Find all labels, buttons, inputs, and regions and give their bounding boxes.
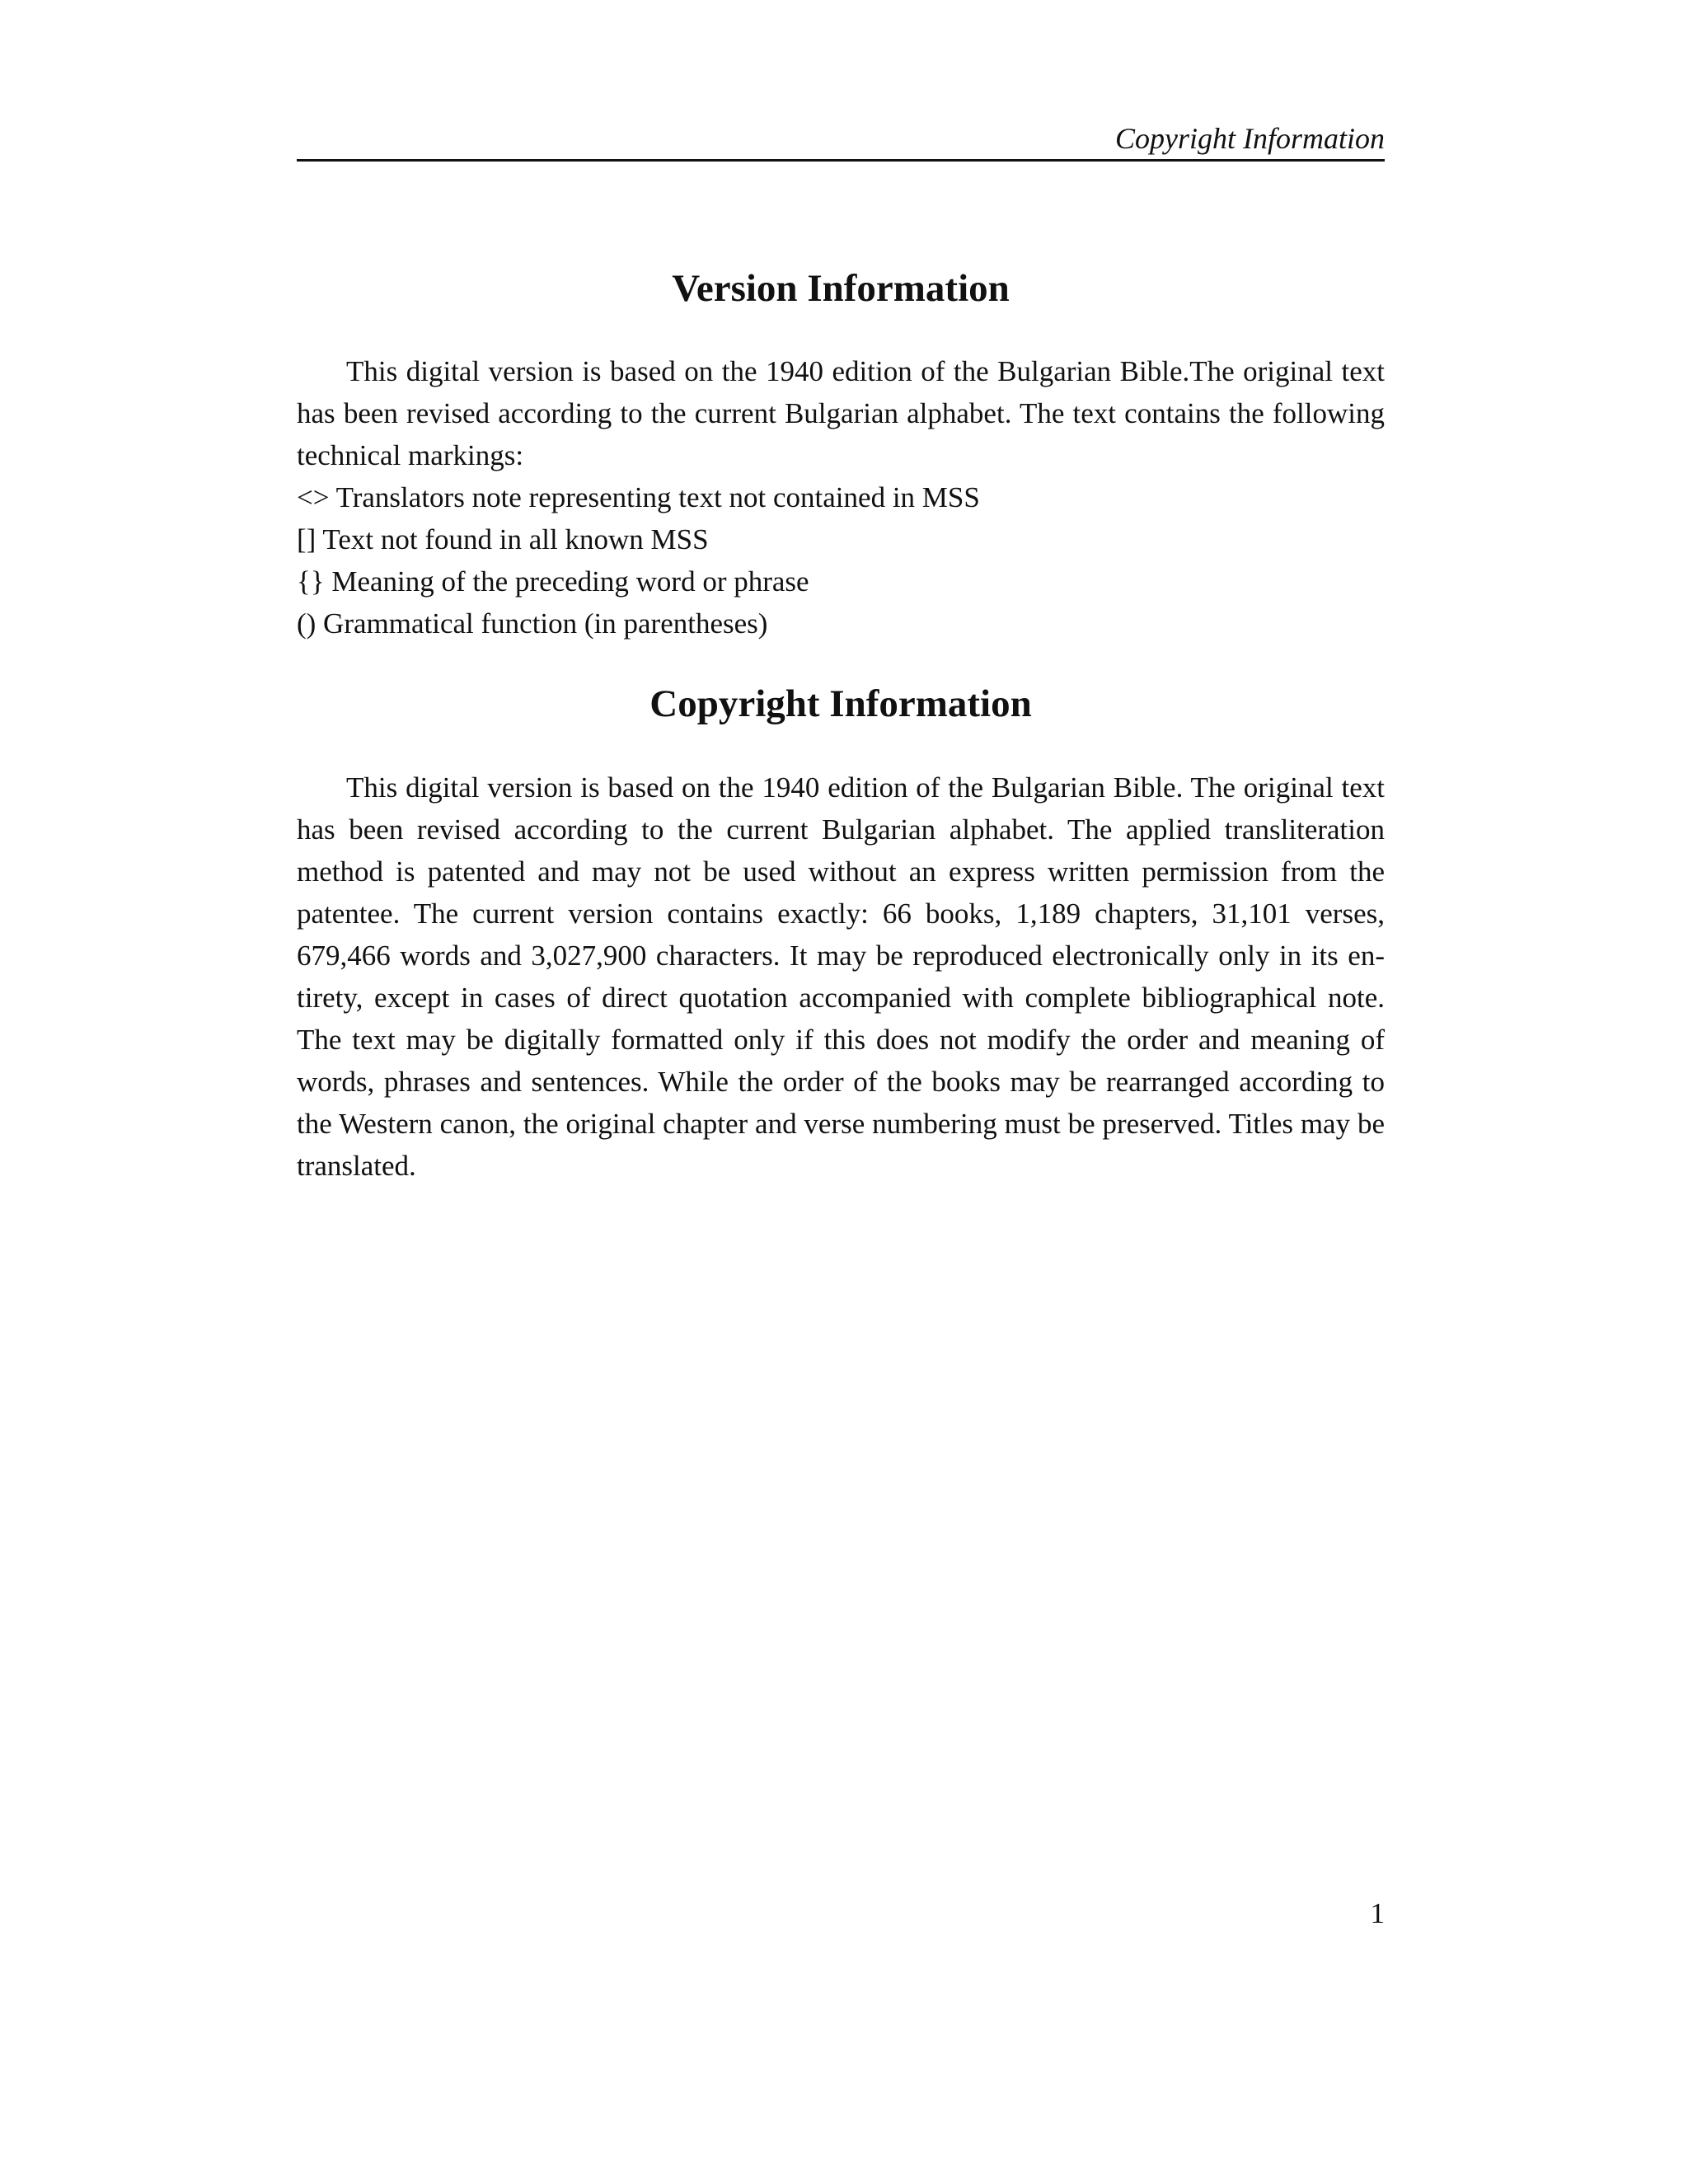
marking-item: {} Meaning of the preceding word or phrase bbox=[297, 565, 809, 598]
page-number: 1 bbox=[1370, 1897, 1385, 1929]
header-rule bbox=[297, 159, 1385, 162]
document-page bbox=[297, 0, 1385, 2184]
marking-item: [] Text not found in all known MSS bbox=[297, 523, 709, 555]
marking-item: <> Translators note representing text not contained in MSS bbox=[297, 481, 980, 513]
copyright-paragraph: This digital version is based on the 1940 edition of the Bulgarian Bible. The original text has been revised according to the current Bulgarian alphabet. The applied transliteration method is patented and may not be used without an express written permission from the patentee. The current version contains exactly: 66 books, 1,189 chapters, 31,101 verses, 679,466 words and 3,027,900 characters. It may be reproduced electronically only in its entirety, except in cases of direct quotation accompanied with complete bibliographical note. The text may be digitally formatted only if this does not modify the order and meaning of words, phrases and sentences. While the order of the books may be rearranged according to the Western canon, the original chapter and verse numbering must be preserved. Titles may be translated. bbox=[297, 771, 1385, 1182]
version-section-title: Version Information bbox=[672, 267, 1010, 310]
marking-item: () Grammatical function (in parentheses) bbox=[297, 607, 768, 640]
copyright-section-body bbox=[297, 766, 1385, 1187]
running-header: Copyright Information bbox=[1114, 122, 1385, 155]
version-paragraph: This digital version is based on the 1940 edition of the Bulgarian Bible.The original text has been revised according to the current Bulgarian alphabet. The text contains the following technical markings: bbox=[297, 355, 1385, 471]
copyright-section-title: Copyright Information bbox=[649, 682, 1032, 725]
version-section-body bbox=[297, 350, 1385, 644]
